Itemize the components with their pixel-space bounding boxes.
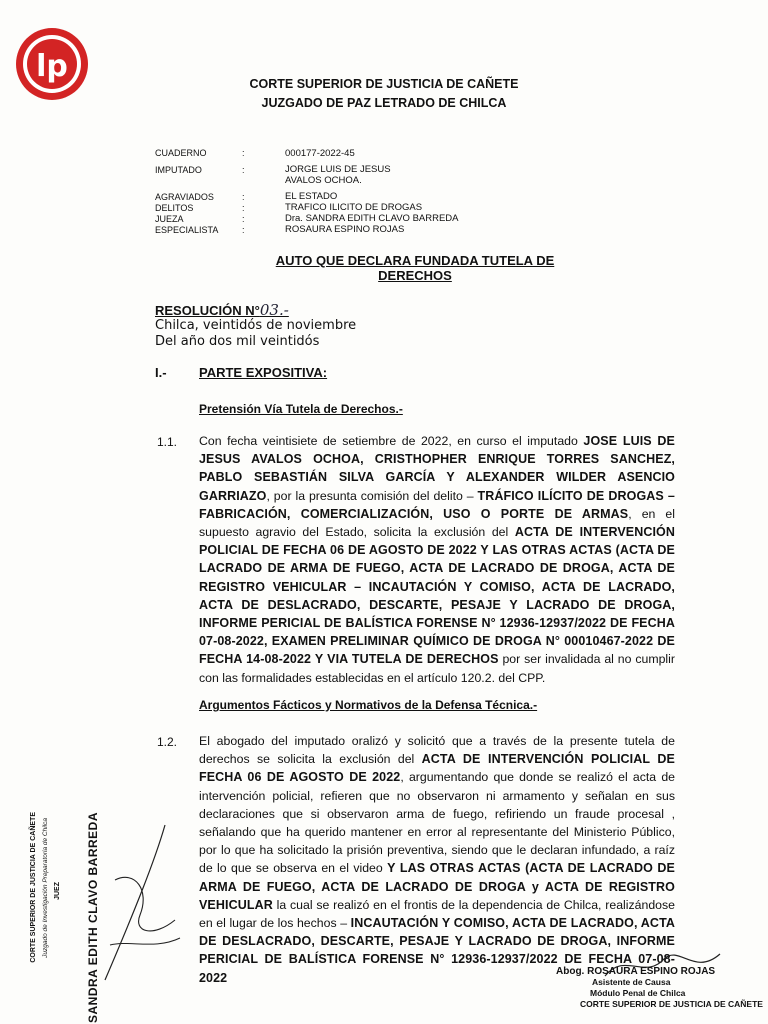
case-value-cont: AVALOS OCHOA. bbox=[285, 175, 362, 186]
resolution-heading bbox=[155, 301, 289, 319]
paragraph-text: , en el supuesto agravio del Estado, solicita la exclusión del bbox=[199, 506, 675, 540]
section-number: I.- bbox=[155, 365, 167, 380]
resolution-number: 03.- bbox=[259, 301, 289, 319]
paragraph-text: por ser invalidada al no cumplir con las formalidades establecidas en el artículo 120.2. del CPP. bbox=[199, 652, 675, 685]
paragraph-text: Con fecha veintisiete de setiembre de 2022, en curso el imputado bbox=[199, 434, 584, 448]
stamp-name: SANDRA EDITH CLAVO BARREDA bbox=[86, 812, 100, 1023]
paragraph-bold: ACTA DE INTERVENCIÓN POLICIAL DE FECHA 06 DE AGOSTO DE 2022 Y LAS OTRAS ACTAS (ACTA DE LACRADO DE ARMA DE FUEGO, ACTA DE LACRADO DE DROGA, ACTA DE REGISTRO VEHICULAR – INCAUTACIÓN Y COMISO, ACTA DE LACRADO, ACTA DE DESLACRADO, DESCARTE, PESAJE Y LACRADO DE DROGA, INFORME PERICIAL DE BALÍSTICA FORENSE N° 12936-12937/2022 DE FECHA 07-08-2022, EXAMEN PRELIMINAR QUÍMICO DE DROGA N° 00010467-2022 DE FECHA 14-08-2022 Y VIA TUTELA DE DERECHOS bbox=[199, 525, 675, 667]
document-title: AUTO QUE DECLARA FUNDADA TUTELA DE bbox=[275, 253, 555, 268]
case-value: ROSAURA ESPINO ROJAS bbox=[285, 224, 405, 235]
colon: : bbox=[242, 192, 245, 202]
paragraph bbox=[199, 432, 675, 687]
office-name: JUZGADO DE PAZ LETRADO DE CHILCA bbox=[261, 96, 507, 110]
colon: : bbox=[242, 214, 245, 224]
colon: : bbox=[242, 165, 245, 175]
judge-signature bbox=[95, 820, 205, 990]
subheading: Argumentos Fácticos y Normativos de la Defensa Técnica.- bbox=[199, 698, 538, 712]
case-key: IMPUTADO bbox=[155, 165, 202, 175]
date-line: Del año dos mil veintidós bbox=[155, 334, 320, 349]
resolution-label: RESOLUCIÓN N° bbox=[155, 303, 260, 318]
case-key: DELITOS bbox=[155, 203, 194, 213]
case-value: Dra. SANDRA EDITH CLAVO BARREDA bbox=[285, 213, 459, 224]
paragraph-bold: JOSE LUIS DE JESUS AVALOS OCHOA, CRISTHOPHER ENRIQUE TORRES SANCHEZ, PABLO SEBASTIÁN SILVA GARCÍA Y ALEXANDER WILDER ASENCIO GARRIAZO bbox=[199, 434, 675, 503]
subheading: Pretensión Vía Tutela de Derechos.- bbox=[199, 402, 403, 416]
paragraph-text: , por la presunta comisión del delito – bbox=[266, 488, 478, 503]
case-value: JORGE LUIS DE JESUS bbox=[285, 164, 391, 175]
case-key: ESPECIALISTA bbox=[155, 225, 219, 235]
stamp-role: JUEZ bbox=[54, 882, 61, 900]
case-key: CUADERNO bbox=[155, 148, 207, 158]
paragraph-text: , argumentando que donde se realizó el acta de intervención policial, refieren que no observaron ni armamento y señalan en sus declaraciones que si observaron arma de fuego, refiriendo un fraude procesal , señalando que ha querido mantener en error al representante del Ministerio Público, por lo que ha solicitado la prisión preventiva, siendo que le declaran infundado, a raíz de lo que se observa en el video bbox=[199, 770, 675, 876]
paragraph-text: la cual se realizó en el frontis de la dependencia de Chilca, realizándose en el lugar de los hechos – bbox=[199, 897, 675, 931]
stamp-name: Abog. ROSAURA ESPINO ROJAS bbox=[556, 966, 716, 977]
document-title-line2: DERECHOS bbox=[378, 268, 452, 283]
stamp-court: Juzgado de Investigación Preparatoria de Chilca bbox=[42, 818, 49, 958]
case-value: TRAFICO ILICITO DE DROGAS bbox=[285, 202, 423, 213]
court-name: CORTE SUPERIOR DE JUSTICIA DE CAÑETE bbox=[249, 77, 519, 91]
paragraph-bold: INCAUTACIÓN Y COMISO, ACTA DE LACRADO, ACTA DE DESLACRADO, DESCARTE, PESAJE Y LACRADO DE DROGA, INFORME PERICIAL DE BALÍSTICA FORENSE N° 12936-12937/2022 DE FECHA 07-08-2022 bbox=[199, 916, 675, 985]
stamp-role: Asistente de Causa bbox=[592, 977, 671, 987]
case-value: EL ESTADO bbox=[285, 191, 338, 202]
case-key: JUEZA bbox=[155, 214, 184, 224]
stamp-org: CORTE SUPERIOR DE JUSTICIA DE CAÑETE bbox=[580, 999, 763, 1009]
colon: : bbox=[242, 225, 245, 235]
case-value: 000177-2022-45 bbox=[285, 148, 355, 159]
date-line: Chilca, veintidós de noviembre bbox=[155, 318, 357, 333]
specialist-stamp bbox=[556, 966, 763, 1010]
colon: : bbox=[242, 148, 245, 158]
stamp-office: Módulo Penal de Chilca bbox=[590, 988, 686, 998]
paragraph-bold: TRÁFICO ILÍCITO DE DROGAS – FABRICACIÓN, COMERCIALIZACIÓN, USO O PORTE DE ARMAS bbox=[199, 488, 675, 521]
paragraph-number: 1.2. bbox=[157, 735, 178, 749]
stamp-org: CORTE SUPERIOR DE JUSTICIA DE CAÑETE bbox=[30, 812, 37, 963]
paragraph-number: 1.1. bbox=[157, 435, 178, 449]
lp-logo bbox=[8, 18, 94, 104]
paragraph-text: El abogado del imputado oralizó y solicitó que a través de la presente tutela de derechos se solicita la exclusión del bbox=[199, 734, 675, 767]
logo-text: lp bbox=[36, 49, 68, 84]
case-key: AGRAVIADOS bbox=[155, 192, 214, 202]
paragraph-bold: Y LAS OTRAS ACTAS (ACTA DE LACRADO DE ARMA DE FUEGO, ACTA DE LACRADO DE DROGA y ACTA DE REGISTRO VEHICULAR bbox=[199, 861, 675, 912]
paragraph-bold: ACTA DE INTERVENCIÓN POLICIAL DE FECHA 06 DE AGOSTO DE 2022 bbox=[199, 752, 675, 785]
section-title: PARTE EXPOSITIVA: bbox=[199, 365, 328, 380]
colon: : bbox=[242, 203, 245, 213]
